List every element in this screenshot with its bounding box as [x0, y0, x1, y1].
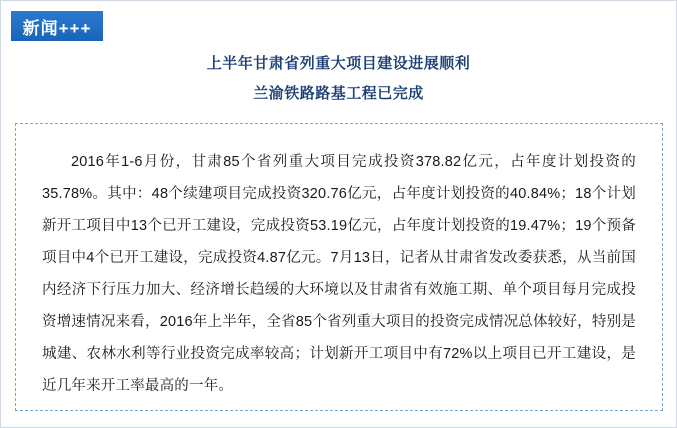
headline-line-1: 上半年甘肃省列重大项目建设进展顺利 [206, 55, 471, 72]
news-badge-label: 新闻+++ [22, 18, 92, 38]
page-title [1, 49, 676, 109]
headline-line-2: 兰渝铁路路基工程已完成 [253, 85, 424, 102]
article-body-box [15, 123, 663, 411]
news-badge [11, 11, 103, 41]
article-paragraph: 2016年1-6月份，甘肃85个省列重大项目完成投资378.82亿元，占年度计划投资的35.78%。其中：48个续建项目完成投资320.76亿元，占年度计划投资的40.84%；18个计划新开工项目中13个已开工建设，完成投资53.19亿元，占年度计划投资的19.47%；19个预备项目中4个已开工建设，完成投资4.87亿元。7月13日，记者从甘肃省发改委获悉，从当前国内经济下行压力加大、经济增长趋缓的大环境以及甘肃省有效施工期、单个项目每月完成投资增速情况来看，2016年上半年，全省85个省列重大项目的投资完成情况总体较好，特别是城建、农林水利等行业投资完成率较高；计划新开工项目中有72%以上项目已开工建设，是近几年来开工率最高的一年。 [42, 154, 636, 394]
